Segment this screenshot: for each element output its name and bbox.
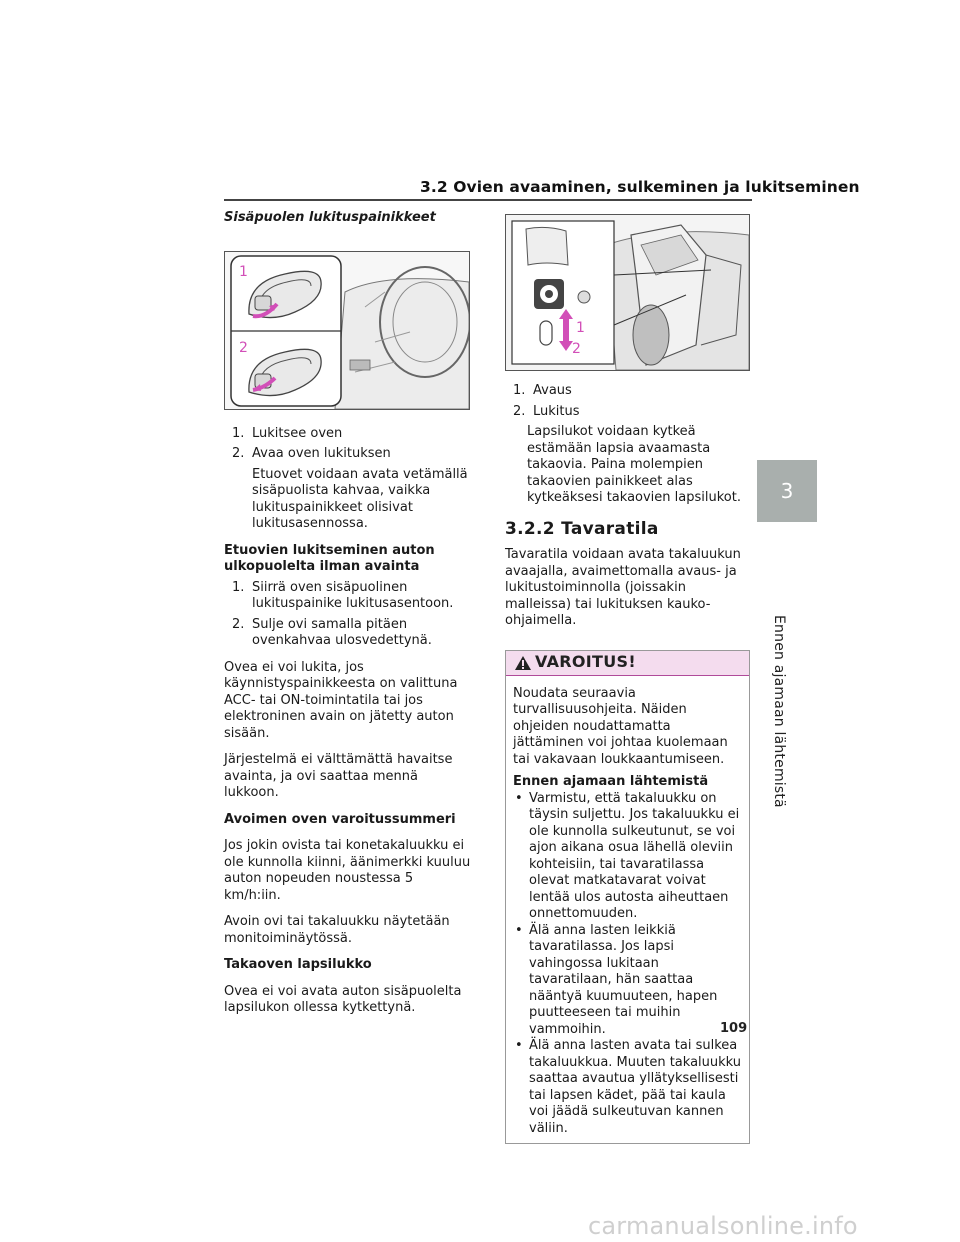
warning-title: VAROITUS! (535, 652, 636, 672)
list-item: 1. Lukitsee oven (232, 425, 343, 441)
list-item: 2. Avaa oven lukituksen (232, 446, 391, 461)
paragraph: Tavaratila voidaan avata takaluukun avaajalla, avaimettomalla avaus- ja lukitustoiminnolla (joissakin malleissa) tai lukituksen kauko-ohjaimella. (505, 547, 741, 628)
warning-triangle-icon (514, 655, 532, 671)
header-divider (224, 199, 752, 201)
list-item: 1. Siirrä oven sisäpuolinen lukituspainike lukitusasentoon. (232, 579, 454, 611)
door-lock-figure (224, 251, 470, 410)
child-lock-heading: Takaoven lapsilukko (224, 957, 372, 972)
warning-box (505, 650, 750, 1145)
list-note: Etuovet voidaan avata vetämällä sisäpuolista kahvaa, vaikka lukituspainikkeet olisivat lukitusasennossa. (252, 466, 468, 531)
warning-bullet: • Älä anna lasten avata tai sulkea takaluukkua. Muuten takaluukku saattaa avautua yllätyksellisesti tai lapsen kädet, pää tai kaula voi jäädä sulkeutuvan kannen väliin. (515, 1038, 742, 1136)
watermark: carmanualsonline.info (588, 1212, 858, 1240)
figure-callout-1: 1 (239, 263, 248, 280)
door-buzzer-heading: Avoimen oven varoitussummeri (224, 811, 456, 827)
paragraph: Järjestelmä ei välttämättä havaitse avainta, ja ovi saattaa mennä lukkoon. (224, 752, 453, 800)
chapter-header: 3.2 Ovien avaaminen, sulkeminen ja lukitseminen (420, 178, 860, 196)
figure-callout-2: 2 (239, 339, 248, 356)
figure-callout-2: 2 (572, 341, 581, 357)
inner-lock-heading: Sisäpuolen lukituspainikkeet (224, 210, 436, 225)
chapter-tab (757, 460, 817, 522)
paragraph: Ovea ei voi avata auton sisäpuolelta lapsilukon ollessa kytkettynä. (224, 983, 462, 1015)
paragraph: Avoin ovi tai takaluukku näytetään monitoiminäytössä. (224, 914, 450, 946)
paragraph: Ovea ei voi lukita, jos käynnistyspainikkeesta on valittuna ACC- tai ON-toimintatila tai jos elektroninen avain on jätetty auton sisään. (224, 659, 458, 741)
right-column (505, 214, 753, 1144)
warning-body (506, 676, 749, 1144)
page-number: 109 (720, 1021, 748, 1036)
exterior-lock-heading: Etuovien lukitseminen auton ulkopuolelta ilman avainta (224, 542, 435, 574)
figure-callout-1: 1 (576, 320, 585, 336)
list-item: 2. Sulje ovi samalla pitäen ovenkahvaa ulosvedettynä. (232, 616, 432, 648)
list-item: 2. Lukitus (513, 403, 580, 419)
paragraph: Jos jokin ovista tai konetakaluukku ei ole kunnolla kiinni, äänimerkki kuuluu auton nopeuden noustessa 5 km/h:iin. (224, 838, 471, 903)
child-lock-figure (505, 214, 750, 371)
list-item: 1. Avaus (513, 383, 572, 398)
list-note: Lapsilukot voidaan kytkeä estämään lapsia avaamasta takaovia. Paina molempien takaovien painikkeet alas kytkeäksesi takaovien lapsilukot. (527, 424, 741, 505)
door-lock-illustration (225, 252, 469, 409)
left-column (224, 210, 472, 1027)
warning-header (506, 651, 749, 676)
warning-intro: Noudata seuraavia turvallisuusohjeita. Näiden ohjeiden noudattamatta jättäminen voi johtaa kuolemaan tai vakavaan loukkaantumiseen. (513, 685, 728, 767)
warning-subheading: Ennen ajamaan lähtemistä (513, 774, 709, 789)
warning-bullet: • Älä anna lasten leikkiä tavaratilassa. Jos lapsi vahingossa lukitaan tavaratilaan, hän saattaa nääntyä kuumuuteen, hapen puutteeseen tai muihin vammoihin. (515, 922, 718, 1037)
section-title: 3.2.2 Tavaratila (505, 518, 659, 539)
chapter-tab-number: 3 (780, 479, 794, 503)
child-lock-illustration (506, 215, 749, 370)
warning-bullet: • Varmistu, että takaluukku on täysin suljettu. Jos takaluukku ei ole kunnolla sulkeutunut, se voi ajon aikana osua lähellä oleviin kohteisiin, tai tavaratilassa olevat matkatavarat voivat lentää ulos autosta aiheuttaen onnettomuuden. (515, 790, 740, 921)
